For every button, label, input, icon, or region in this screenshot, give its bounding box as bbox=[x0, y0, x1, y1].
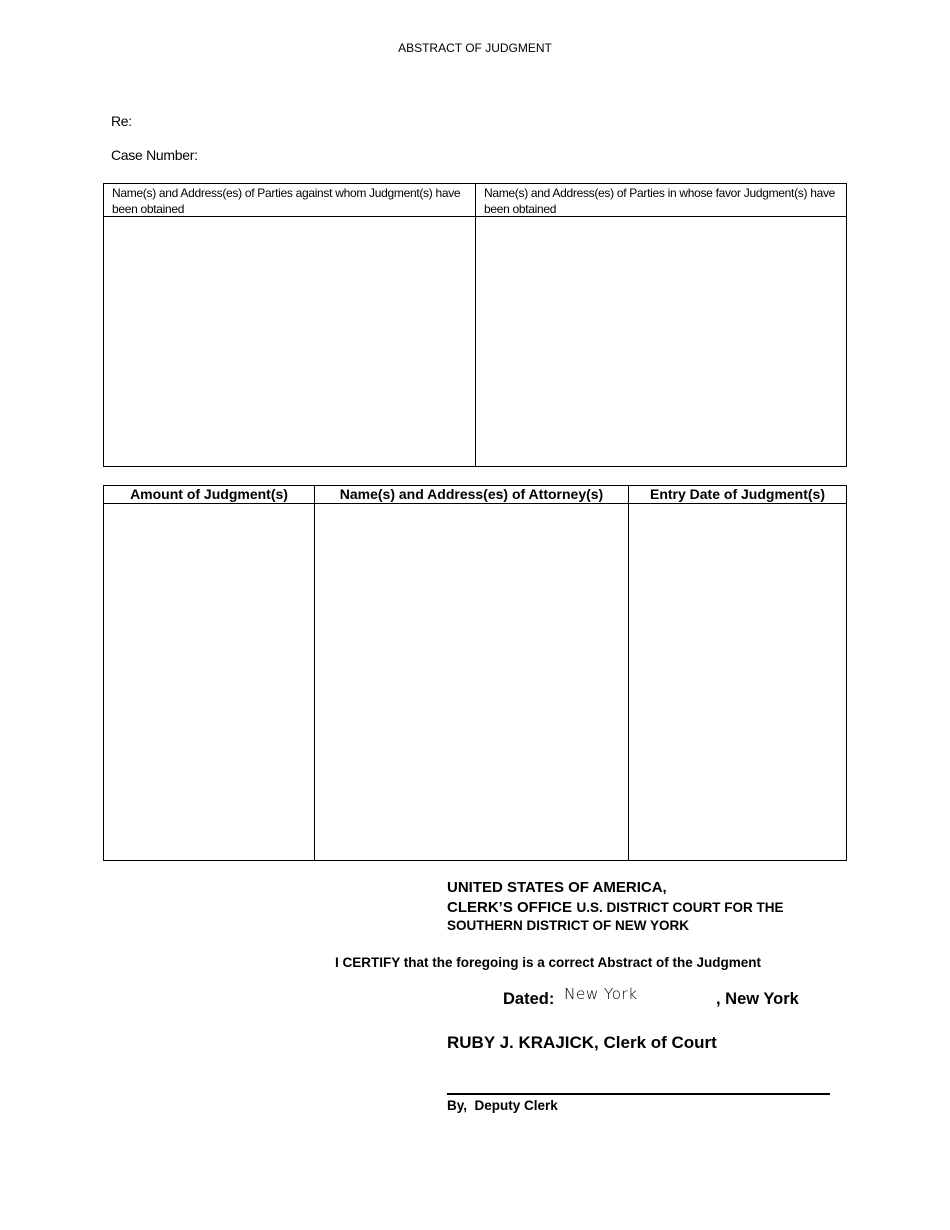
header-attorney: Name(s) and Address(es) of Attorney(s) bbox=[339, 486, 604, 502]
header-amount: Amount of Judgment(s) bbox=[130, 486, 288, 502]
dated-city-field[interactable]: New York bbox=[564, 985, 638, 1003]
clerk-name: RUBY J. KRAJICK, Clerk of Court bbox=[447, 1033, 717, 1052]
re-label: Re: bbox=[111, 113, 132, 129]
judgment-table bbox=[103, 485, 847, 861]
amount-field[interactable] bbox=[104, 504, 314, 860]
entry-date-field[interactable] bbox=[629, 504, 846, 860]
clerks-office: CLERK’S OFFICE bbox=[447, 899, 573, 916]
header-entry-date: Entry Date of Judgment(s) bbox=[649, 486, 825, 502]
dated-state: , New York bbox=[716, 990, 799, 1008]
parties-favor-field[interactable] bbox=[476, 217, 846, 466]
header-parties-against: Name(s) and Address(es) of Parties against whom Judgment(s) have been obtained bbox=[112, 186, 461, 216]
cert-line-2 bbox=[447, 899, 783, 917]
document-title: ABSTRACT OF JUDGMENT bbox=[398, 41, 552, 55]
deputy-clerk-label: By, Deputy Clerk bbox=[447, 1098, 558, 1113]
header-parties-favor: Name(s) and Address(es) of Parties in whose favor Judgment(s) have been obtained bbox=[484, 186, 836, 216]
cert-line-3: SOUTHERN DISTRICT OF NEW YORK bbox=[447, 918, 690, 933]
attorney-field[interactable] bbox=[315, 504, 628, 860]
case-number-label: Case Number: bbox=[111, 147, 198, 163]
parties-against-field[interactable] bbox=[104, 217, 475, 466]
district-court: U.S. DISTRICT COURT FOR THE bbox=[576, 900, 784, 915]
cert-line-1: UNITED STATES OF AMERICA, bbox=[447, 879, 667, 896]
signature-line[interactable] bbox=[447, 1093, 830, 1095]
dated-label: Dated: bbox=[503, 990, 555, 1008]
parties-table bbox=[103, 183, 847, 467]
certify-statement: I CERTIFY that the foregoing is a correct Abstract of the Judgment bbox=[335, 955, 762, 970]
